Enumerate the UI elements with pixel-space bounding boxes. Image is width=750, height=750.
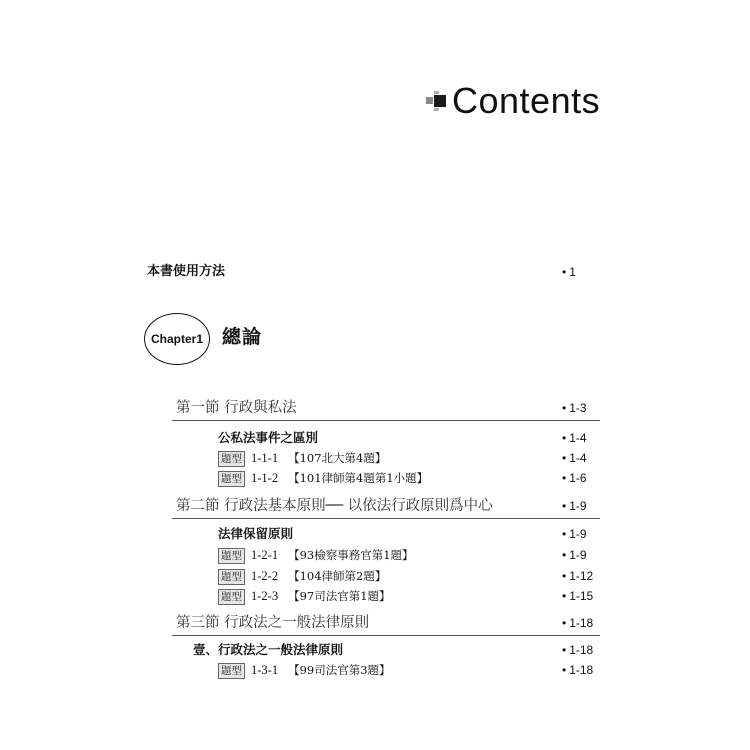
question-source: 【99司法官第3題】	[288, 663, 391, 677]
question-number: 1-2-3	[251, 589, 279, 603]
question-number: 1-3-1	[251, 663, 279, 677]
toc-question[interactable]	[0, 660, 750, 680]
squares-icon	[426, 91, 446, 111]
topic-page: • 1-9	[562, 527, 587, 541]
toc-question[interactable]	[0, 545, 750, 565]
topic-title: 公私法事件之區別	[218, 430, 319, 445]
toc-question[interactable]	[0, 468, 750, 488]
question-number: 1-1-1	[251, 451, 279, 465]
chapter-title: 總論	[222, 326, 263, 348]
section-divider	[172, 635, 600, 636]
question-source: 【107北大第4題】	[288, 451, 387, 465]
question-badge: 題型	[218, 663, 245, 679]
question-badge: 題型	[218, 548, 245, 564]
question-label	[218, 566, 386, 586]
question-badge: 題型	[218, 451, 245, 467]
question-number: 1-1-2	[251, 471, 279, 485]
toc-entry-label: 本書使用方法	[147, 264, 226, 279]
question-label	[218, 448, 386, 468]
toc-section[interactable]	[0, 496, 750, 516]
question-page: • 1-18	[562, 663, 594, 677]
section-page: • 1-18	[562, 616, 594, 630]
question-source: 【93檢察事務官第1題】	[288, 548, 414, 562]
question-badge: 題型	[218, 569, 245, 585]
question-source: 【104律師第2題】	[288, 569, 387, 583]
question-page: • 1-15	[562, 589, 594, 603]
toc-topic[interactable]	[0, 524, 750, 544]
section-divider	[172, 518, 600, 519]
section-title: 第二節 行政法基本原則── 以依法行政原則爲中心	[176, 498, 493, 514]
section-title: 第一節 行政與私法	[176, 400, 297, 416]
question-label	[218, 660, 391, 680]
question-label	[218, 545, 414, 565]
contents-header	[426, 76, 600, 126]
toc-section[interactable]	[0, 613, 750, 633]
toc-entry-page: • 1	[562, 265, 576, 279]
question-page: • 1-9	[562, 548, 587, 562]
toc-question[interactable]	[0, 566, 750, 586]
topic-page: • 1-4	[562, 431, 587, 445]
chapter-badge: Chapter1	[144, 313, 210, 365]
toc-topic[interactable]	[0, 640, 750, 660]
section-title: 第三節 行政法之一般法律原則	[176, 615, 370, 631]
topic-title: 壹、行政法之一般法律原則	[193, 642, 344, 657]
question-number: 1-2-2	[251, 569, 279, 583]
question-source: 【97司法官第1題】	[288, 589, 391, 603]
section-page: • 1-3	[562, 401, 587, 415]
question-number: 1-2-1	[251, 548, 279, 562]
question-badge: 題型	[218, 471, 245, 487]
toc-question[interactable]	[0, 586, 750, 606]
toc-entry-intro[interactable]	[0, 262, 750, 282]
toc-topic[interactable]	[0, 428, 750, 448]
question-page: • 1-4	[562, 451, 587, 465]
question-page: • 1-6	[562, 471, 587, 485]
topic-page: • 1-18	[562, 643, 594, 657]
question-label	[218, 586, 391, 606]
toc-section[interactable]	[0, 398, 750, 418]
question-badge: 題型	[218, 589, 245, 605]
question-page: • 1-12	[562, 569, 594, 583]
question-source: 【101律師第4題第1小題】	[288, 471, 429, 485]
page-title: Contents	[452, 80, 601, 121]
topic-title: 法律保留原則	[218, 526, 294, 541]
section-divider	[172, 420, 600, 421]
question-label	[218, 468, 428, 488]
section-page: • 1-9	[562, 499, 587, 513]
toc-question[interactable]	[0, 448, 750, 468]
